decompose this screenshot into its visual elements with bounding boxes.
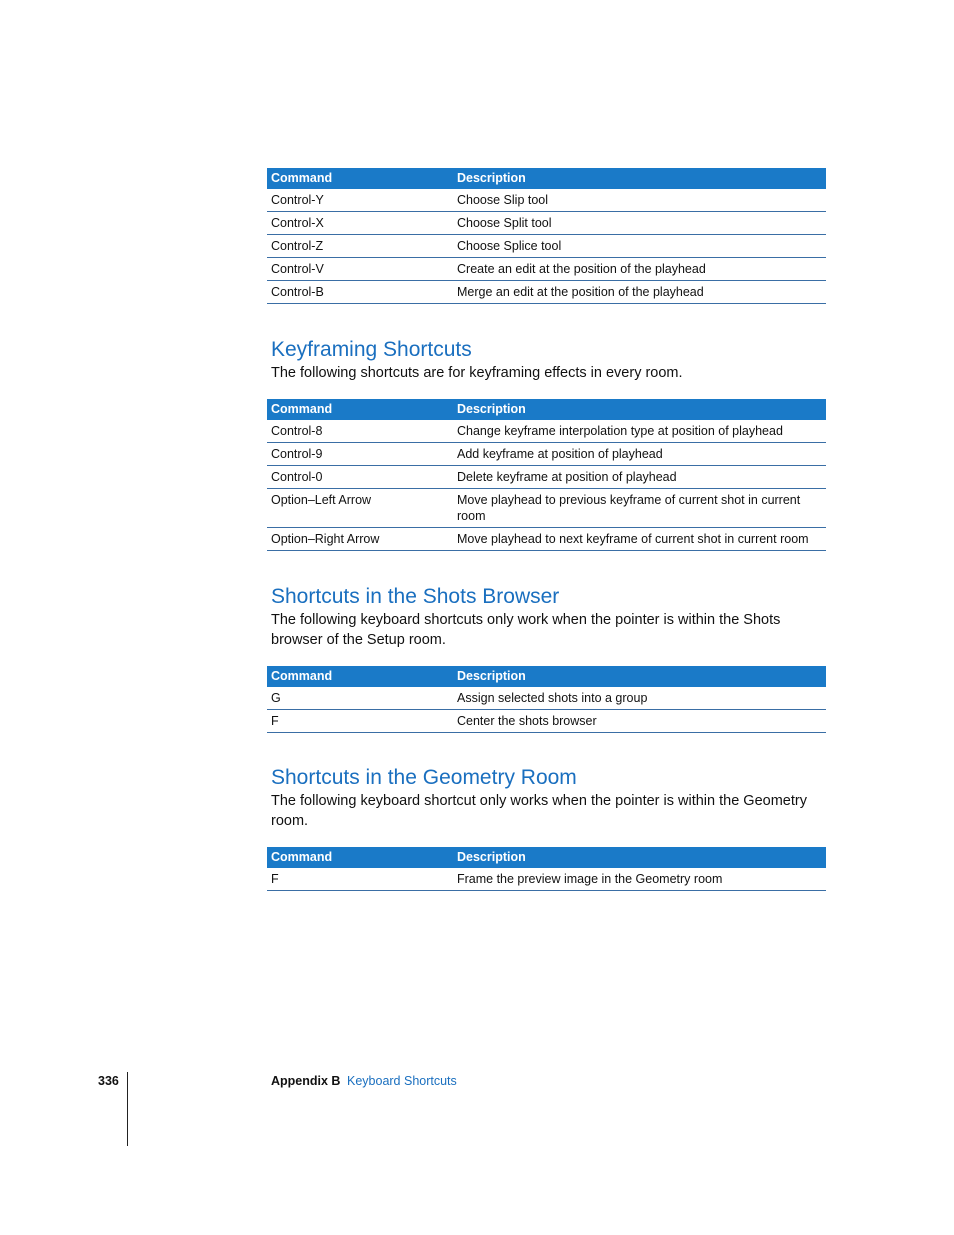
description-cell: Move playhead to next keyframe of current shot in current room [453,528,826,551]
section-shots-browser [267,584,826,650]
table-header-row [267,399,826,420]
section-keyframing [267,337,826,383]
table-block-shots-browser [267,666,826,733]
description-cell: Choose Slip tool [453,189,826,212]
column-header-description: Description [453,666,826,687]
description-cell: Center the shots browser [453,710,826,733]
column-header-command: Command [267,666,453,687]
description-cell: Frame the preview image in the Geometry room [453,868,826,891]
table-block-editing [267,168,826,304]
table-row [267,489,826,528]
section-intro: The following keyboard shortcut only works when the pointer is within the Geometry room. [271,793,807,829]
table-header-row [267,168,826,189]
description-cell: Delete keyframe at position of playhead [453,466,826,489]
command-cell: Control-9 [267,443,453,466]
description-cell: Merge an edit at the position of the playhead [453,281,826,304]
shortcuts-table [267,168,826,304]
command-cell: Control-X [267,212,453,235]
column-header-command: Command [267,168,453,189]
column-header-command: Command [267,847,453,868]
table-block-keyframing [267,399,826,551]
command-cell: F [267,710,453,733]
table-row [267,466,826,489]
command-cell: Option–Left Arrow [267,489,453,528]
shortcuts-table [267,847,826,891]
description-cell: Assign selected shots into a group [453,687,826,710]
section-title: Shortcuts in the Geometry Room [271,766,577,789]
footer-appendix-label: Appendix B [271,1074,341,1088]
table-row [267,420,826,443]
command-cell: Control-B [267,281,453,304]
description-cell: Add keyframe at position of playhead [453,443,826,466]
command-cell: Control-V [267,258,453,281]
shortcuts-table [267,399,826,551]
table-header-row [267,847,826,868]
section-title: Shortcuts in the Shots Browser [271,585,560,608]
command-cell: G [267,687,453,710]
table-row [267,710,826,733]
section-title: Keyframing Shortcuts [271,338,472,361]
section-intro: The following shortcuts are for keyframing effects in every room. [271,365,683,381]
description-cell: Choose Splice tool [453,235,826,258]
shortcuts-table [267,666,826,733]
table-row [267,189,826,212]
table-row [267,212,826,235]
command-cell: Control-8 [267,420,453,443]
column-header-description: Description [453,399,826,420]
footer-divider [127,1072,128,1146]
command-cell: Control-Y [267,189,453,212]
column-header-command: Command [267,399,453,420]
page-number: 336 [98,1074,119,1088]
command-cell: F [267,868,453,891]
section-geometry-room [267,765,826,831]
table-row [267,687,826,710]
column-header-description: Description [453,847,826,868]
description-cell: Move playhead to previous keyframe of current shot in current room [453,489,826,528]
table-row [267,281,826,304]
table-row [267,235,826,258]
description-cell: Change keyframe interpolation type at position of playhead [453,420,826,443]
section-intro: The following keyboard shortcuts only work when the pointer is within the Shots browser of the Setup room. [271,612,781,648]
description-cell: Create an edit at the position of the playhead [453,258,826,281]
column-header-description: Description [453,168,826,189]
table-header-row [267,666,826,687]
description-cell: Choose Split tool [453,212,826,235]
command-cell: Option–Right Arrow [267,528,453,551]
table-row [267,443,826,466]
command-cell: Control-0 [267,466,453,489]
table-row [267,258,826,281]
footer-chapter-link[interactable]: Keyboard Shortcuts [347,1074,457,1088]
command-cell: Control-Z [267,235,453,258]
table-block-geometry-room [267,847,826,891]
table-row [267,868,826,891]
table-row [267,528,826,551]
